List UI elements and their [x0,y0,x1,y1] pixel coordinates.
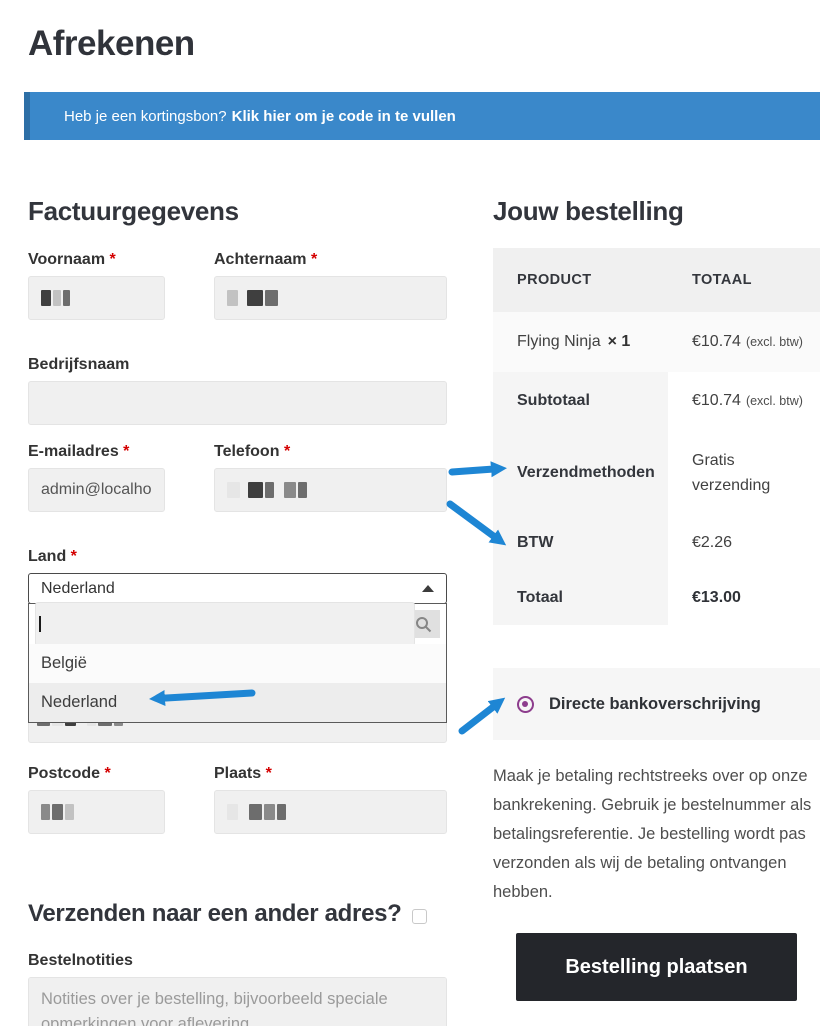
shipping-row [493,430,820,515]
required-marker: * [70,548,77,565]
country-selected-value: Nederland [41,579,115,597]
ship-to-different-heading: Verzenden naar een ander adres? [28,900,402,927]
coupon-prompt: Heb je een kortingsbon? [64,107,227,125]
item-price: €10.74 [692,333,741,350]
city-field-group [214,765,447,834]
city-input[interactable] [214,790,447,834]
order-table [493,248,820,625]
billing-heading: Factuurgegevens [28,196,239,226]
required-marker: * [109,251,116,268]
email-label: E-mailadres * [28,443,130,460]
tax-label-cell: BTW [493,515,668,570]
name-row [28,251,447,338]
coupon-banner [24,92,820,140]
country-option-belgie[interactable]: België [29,644,446,683]
item-tax-note: (excl. btw) [745,335,803,349]
email-input[interactable] [28,468,165,512]
country-dropdown-panel [28,603,447,723]
payment-method-box [493,668,820,740]
tax-value: €2.26 [668,515,820,570]
order-table-header [493,248,820,312]
text-cursor [39,616,41,632]
shipping-method-value: Gratis verzending [692,451,771,494]
country-search-box [35,610,440,638]
subtotal-row [493,372,820,430]
payment-description: Maak je betaling rechtstreeks over op onze bankrekening. Gebruik je bestelnummer als betalingsreferentie. Je bestelling wordt pas verzonden als wij de betaling ontvangen hebben. [493,767,812,901]
subtotal-value-cell [668,372,820,430]
first-name-field-group [28,251,165,320]
order-item-name-cell [493,312,668,372]
annotation-arrow-payment [457,692,513,738]
redacted-text [227,469,434,511]
country-select[interactable] [28,573,447,604]
postcode-city-row [28,765,447,852]
redacted-text [41,277,152,319]
order-review-column [493,190,820,1001]
order-notes-field-group [28,952,447,1026]
required-marker: * [283,443,291,460]
shipping-label-cell: Verzendmethoden [493,430,668,515]
company-input[interactable] [28,381,447,425]
subtotal-tax-note: (excl. btw) [745,394,803,408]
subtotal-value: €10.74 [692,392,741,409]
coupon-toggle-link[interactable]: Klik hier om je code in te vullen [231,107,456,125]
last-name-label: Achternaam * [214,251,318,268]
required-marker: * [265,765,272,782]
required-marker: * [310,251,318,268]
required-marker: * [123,443,130,460]
first-name-input[interactable] [28,276,165,320]
order-notes-textarea[interactable] [28,977,447,1026]
order-item-row [493,312,820,372]
annotation-arrow-left [144,685,259,711]
payment-method-label: Directe bankoverschrijving [549,694,761,713]
chevron-up-icon [422,585,434,592]
payment-method-radio[interactable] [517,696,534,713]
postcode-input[interactable] [28,790,165,834]
total-value: €13.00 [668,570,820,625]
page-title: Afrekenen [28,24,195,63]
shipping-value-cell [668,430,820,515]
postcode-label: Postcode * [28,765,111,782]
billing-column [28,190,447,1026]
email-field-group [28,443,165,512]
search-icon [415,616,432,633]
ship-to-different-checkbox[interactable] [412,909,427,924]
column-header-product: PRODUCT [493,248,668,312]
city-label: Plaats * [214,765,272,782]
ship-to-different-heading-row [28,900,447,928]
country-search-input[interactable] [35,602,415,646]
contact-row [28,443,447,530]
redacted-text [41,791,152,833]
order-notes-label: Bestelnotities [28,952,133,969]
total-row [493,570,820,625]
product-quantity: × 1 [607,333,631,350]
required-marker: * [104,765,111,782]
phone-field-group [214,443,447,512]
total-label: Totaal [493,570,668,625]
annotation-arrow-shipping [448,456,516,482]
last-name-field-group [214,251,447,320]
country-label: Land * [28,548,77,565]
redacted-text [227,277,434,319]
postcode-field-group [28,765,165,834]
country-option-nederland[interactable]: Nederland [29,683,446,722]
first-name-label: Voornaam * [28,251,116,268]
company-label: Bedrijfsnaam [28,356,130,373]
phone-label: Telefoon * [214,443,291,460]
order-item-total-cell [668,312,820,372]
phone-input[interactable] [214,468,447,512]
last-name-input[interactable] [214,276,447,320]
order-heading: Jouw bestelling [493,196,684,226]
product-name: Flying Ninja [517,333,601,350]
column-header-total: TOTAAL [668,248,820,312]
country-select-area [28,573,447,743]
redacted-text [227,791,434,833]
subtotal-label: Subtotaal [493,372,668,430]
company-field-group [28,356,447,425]
place-order-button[interactable]: Bestelling plaatsen [516,933,797,1001]
country-field-group [28,548,447,743]
tax-row [493,515,820,570]
